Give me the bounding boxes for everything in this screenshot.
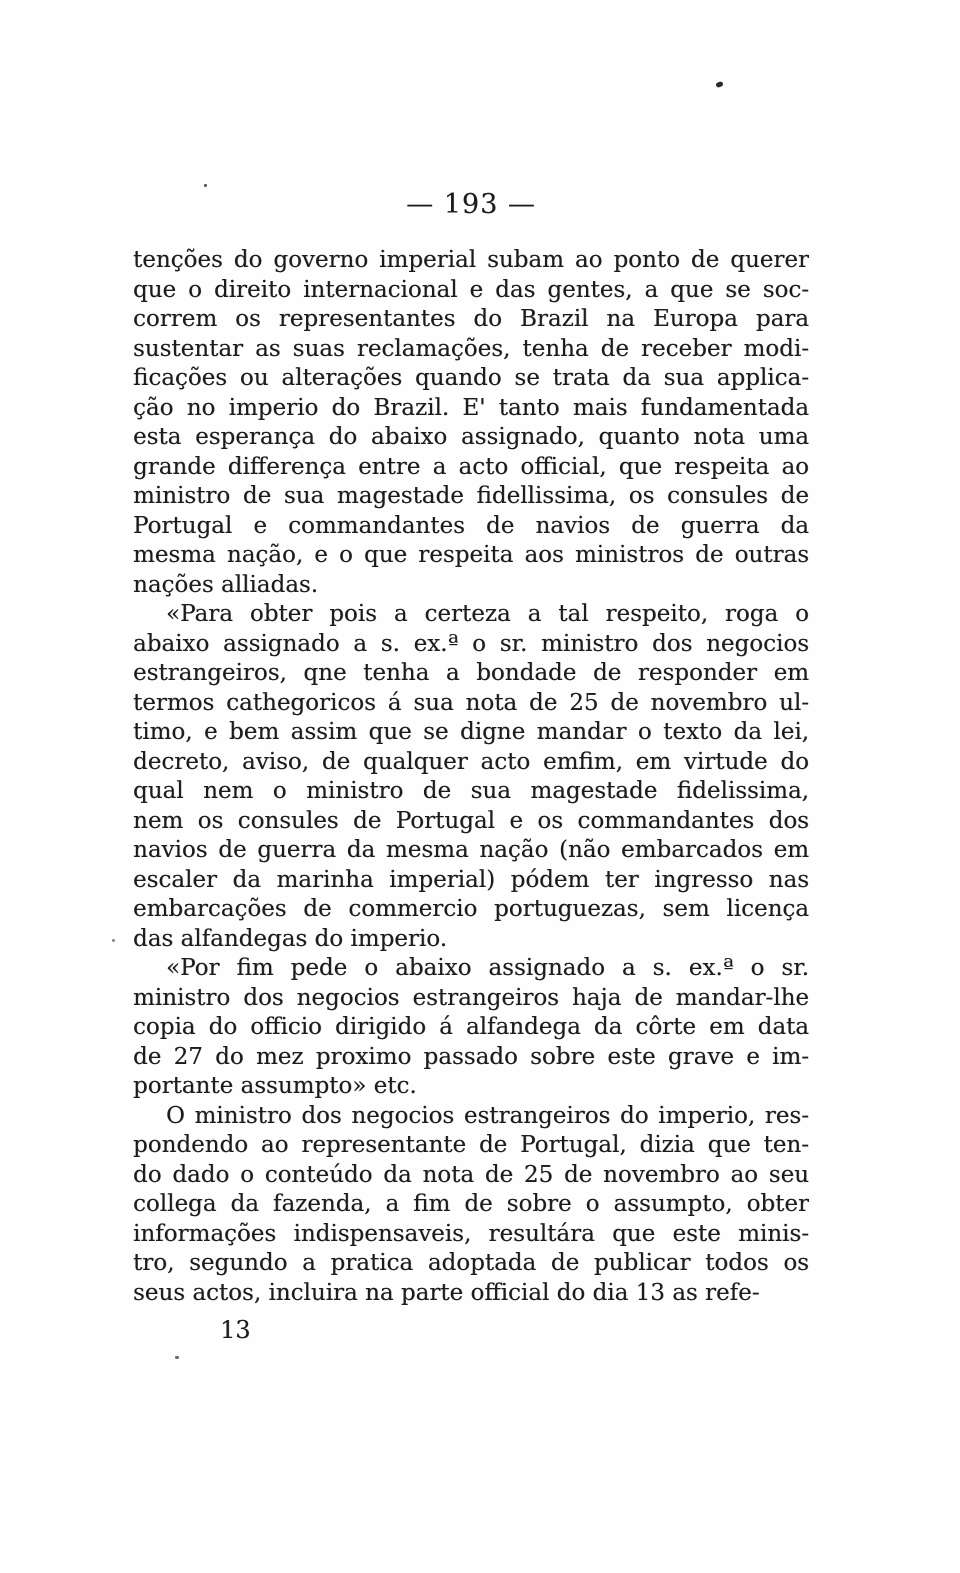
text-line: «Para obter pois a certeza a tal respeito, roga o	[166, 601, 809, 627]
text-line: tenções do governo imperial subam ao ponto de querer	[133, 247, 809, 273]
text-line: esta esperança do abaixo assignado, quanto nota uma	[133, 424, 809, 450]
scan-artifact	[204, 184, 207, 187]
text-line: nações alliadas.	[133, 571, 319, 598]
paragraph	[133, 600, 809, 954]
text-line: copia do officio dirigido á alfandega da côrte em data	[133, 1014, 809, 1040]
text-line: embarcações de commercio portuguezas, sem licença	[133, 896, 809, 922]
text-line: mesma nação, e o que respeita aos ministros de outras	[133, 542, 809, 568]
scan-artifact	[112, 939, 115, 942]
text-line: Portugal e commandantes de navios de guerra da	[133, 512, 809, 539]
page-number-header: — 193 —	[406, 189, 536, 220]
text-line: tro, segundo a pratica adoptada de publicar todos os	[133, 1250, 809, 1276]
text-line: portante assumpto» etc.	[133, 1073, 417, 1099]
signature-mark: 13	[220, 1316, 251, 1344]
paragraph	[133, 1102, 809, 1309]
text-line: informações indispensaveis, resultára que este minis-	[133, 1220, 809, 1247]
text-line: seus actos, incluira na parte official do dia 13 as refe-	[133, 1279, 760, 1306]
text-line: estrangeiros, qne tenha a bondade de responder em	[133, 660, 809, 686]
text-line: ficações ou alterações quando se trata da sua applica-	[133, 365, 809, 391]
text-line: ção no imperio do Brazil. E' tanto mais fundamentada	[133, 394, 809, 421]
text-line: de 27 do mez proximo passado sobre este grave e im-	[133, 1043, 809, 1070]
text-line: qual nem o ministro de sua magestade fidelissima,	[133, 778, 809, 804]
text-line: sustentar as suas reclamações, tenha de receber modi-	[133, 335, 809, 362]
paragraph	[133, 246, 809, 600]
text-line: navios de guerra da mesma nação (não embarcados em	[133, 837, 809, 863]
text-line: ministro dos negocios estrangeiros haja de mandar-lhe	[133, 984, 809, 1011]
text-line: collega da fazenda, a fim de sobre o assumpto, obter	[133, 1191, 809, 1217]
text-line: do dado o conteúdo da nota de 25 de novembro ao seu	[133, 1161, 809, 1188]
paragraph	[133, 954, 809, 1102]
text-line: termos cathegoricos á sua nota de 25 de novembro ul-	[133, 689, 809, 716]
text-line: timo, e bem assim que se digne mandar o texto da lei,	[133, 719, 809, 745]
text-line: pondendo ao representante de Portugal, dizia que ten-	[133, 1132, 809, 1158]
text-block	[133, 246, 809, 1308]
text-line: O ministro dos negocios estrangeiros do imperio, res-	[166, 1102, 809, 1129]
text-line: abaixo assignado a s. ex.ª o sr. ministro dos negocios	[133, 630, 809, 657]
text-line: grande differença entre a acto official, que respeita ao	[133, 453, 809, 480]
text-line: correm os representantes do Brazil na Europa para	[133, 306, 809, 332]
text-line: «Por fim pede o abaixo assignado a s. ex.ª o sr.	[166, 955, 809, 981]
scan-artifact	[715, 81, 723, 88]
text-line: que o direito internacional e das gentes, a que se soc-	[133, 276, 809, 303]
text-line: decreto, aviso, de qualquer acto emfim, em virtude do	[133, 748, 809, 775]
text-line: ministro de sua magestade fidellissima, os consules de	[133, 483, 809, 509]
scan-artifact	[175, 1356, 179, 1359]
text-line: escaler da marinha imperial) pódem ter ingresso nas	[133, 866, 809, 893]
text-line: nem os consules de Portugal e os commandantes dos	[133, 807, 809, 834]
text-line: das alfandegas do imperio.	[133, 925, 448, 952]
